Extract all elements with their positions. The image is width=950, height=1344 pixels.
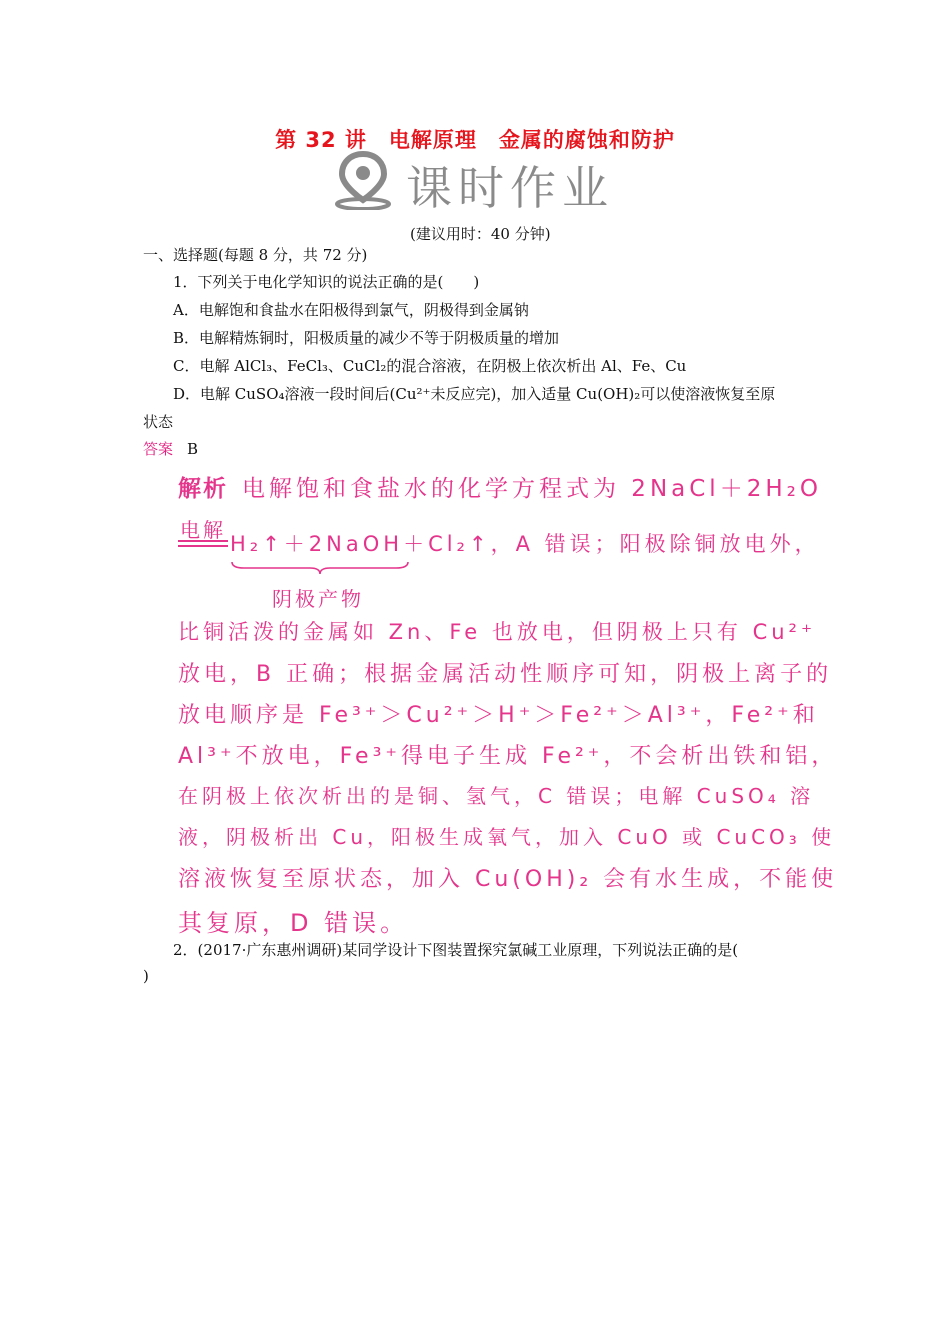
product-brace — [230, 560, 410, 576]
analysis-label: 解析 — [178, 476, 228, 502]
question-1-option-d-cont: 状态 — [143, 413, 174, 431]
banner-title: 课时作业 — [406, 161, 614, 215]
question-1-option-c: C．电解 AlCl₃、FeCl₃、CuCl₂的混合溶液，在阴极上依次析出 Al、Fe、Cu — [173, 357, 687, 375]
analysis-line-6: Al³⁺不放电，Fe³⁺得电子生成 Fe²⁺，不会析出铁和铝， — [178, 744, 838, 769]
question-1-option-d: D．电解 CuSO₄溶液一段时间后(Cu²⁺未反应完)，加入适量 Cu(OH)₂可以使溶液恢复至原 — [173, 385, 776, 403]
question-1-option-a: A．电解饱和食盐水在阳极得到氯气，阴极得到金属钠 — [173, 301, 529, 319]
answer — [143, 438, 198, 459]
question-2-stem: 2．(2017·广东惠州调研)某同学设计下图装置探究氯碱工业原理，下列说法正确的是( — [173, 941, 739, 959]
analysis-line-1 — [178, 470, 822, 503]
answer-value: B — [187, 440, 199, 458]
analysis-line-4: 放电，B 正确；根据金属活动性顺序可知，阴极上离子的 — [178, 662, 833, 687]
section-heading: 一、选择题(每题 8 分，共 72 分) — [143, 246, 368, 264]
analysis-line-7: 在阴极上依次析出的是铜、氢气，C 错误；电解 CuSO₄ 溶 — [178, 784, 815, 808]
page-title: 第 32 讲 电解原理 金属的腐蚀和防护 — [275, 128, 675, 152]
analysis-line-9: 溶液恢复至原状态，加入 Cu(OH)₂ 会有水生成，不能使 — [178, 867, 838, 892]
analysis-line-5: 放电顺序是 Fe³⁺＞Cu²⁺＞H⁺＞Fe²⁺＞Al³⁺，Fe²⁺和 — [178, 703, 819, 728]
answer-label: 答案 — [143, 440, 174, 458]
question-1-stem: 1．下列关于电化学知识的说法正确的是( ) — [173, 273, 480, 291]
homework-banner — [318, 150, 638, 215]
reaction-arrow — [178, 539, 230, 549]
question-1-option-b: B．电解精炼铜时，阳极质量的减少不等于阴极质量的增加 — [173, 329, 560, 347]
analysis-line-8: 液，阴极析出 Cu，阳极生成氧气，加入 CuO 或 CuCO₃ 使 — [178, 825, 836, 849]
time-note: (建议用时：40 分钟) — [410, 225, 551, 243]
analysis-line-10: 其复原，D 错误。 — [178, 909, 409, 937]
brace-label: 阴极产物 — [272, 587, 364, 611]
analysis-line-3: 比铜活泼的金属如 Zn、Fe 也放电，但阴极上只有 Cu²⁺ — [178, 620, 817, 644]
analysis-line-2: H₂↑＋2NaOH＋Cl₂↑，A 错误；阳极除铜放电外， — [230, 532, 820, 556]
location-pin-icon — [328, 150, 398, 210]
question-2-stem-cont: ) — [143, 967, 149, 985]
analysis-text-1: 电解饱和食盐水的化学方程式为 2NaCl＋2H₂O — [242, 476, 822, 502]
reaction-condition: 电解 — [180, 518, 226, 542]
